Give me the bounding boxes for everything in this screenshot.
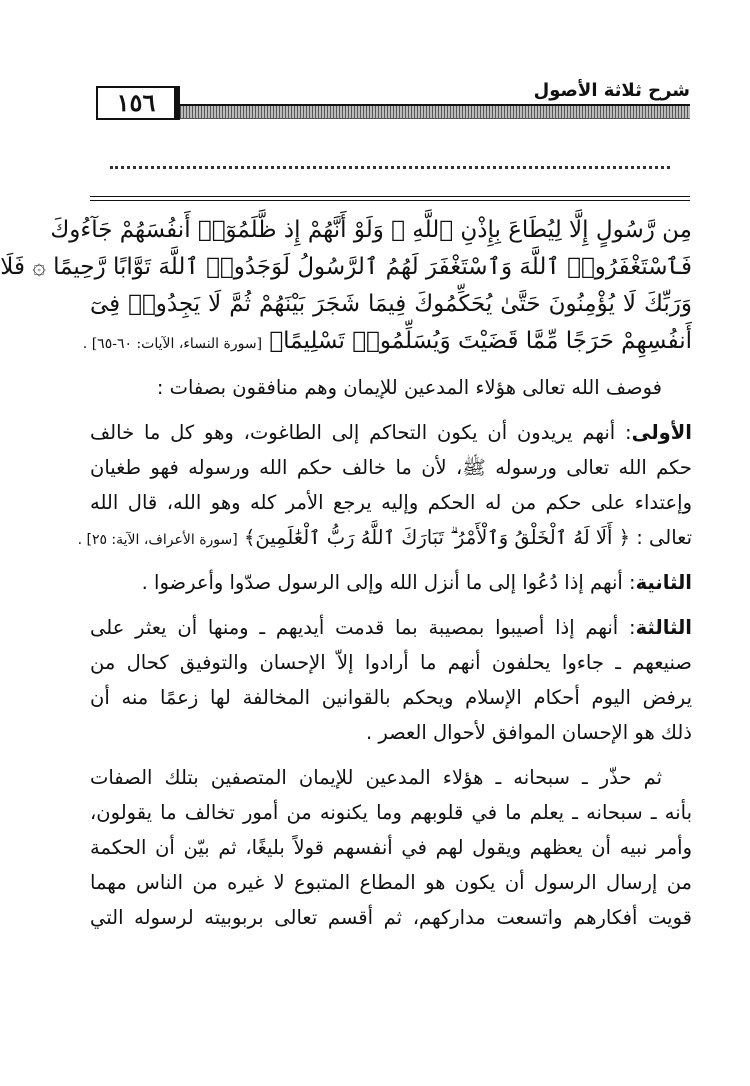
verse-line: فَٱسْتَغْفَرُوا۟ ٱللَّهَ وَٱسْتَغْفَرَ لَهُمُ ٱلرَّسُولُ لَوَجَدُوا۟ ٱللَّهَ تَوَّابًا رَّحِيمًا ۞ فَلَا xyxy=(0,254,692,280)
verse-line: وَرَبِّكَ لَا يُؤْمِنُونَ حَتَّىٰ يُحَكِّمُوكَ فِيمَا شَجَرَ بَيْنَهُمْ ثُمَّ لَا يَجِدُوا۟ فِىٓ xyxy=(90,291,692,317)
second-trait-label: الثانية xyxy=(635,571,692,594)
first-trait-line xyxy=(90,415,692,450)
third-trait-line xyxy=(90,610,692,645)
closing-line: وأمر نبيه أن يعظهم ويقول لهم في أنفسهم قولاً بليغًا، ثم بيّن أن الحكمة xyxy=(90,836,692,859)
first-trait-reference: [سورة الأعراف، الآية: ٢٥] . xyxy=(77,532,238,548)
closing-line: بأنه ـ سبحانه ـ يعلم ما في قلوبهم وما يكنونه من أمور تخالف ما يقولون، xyxy=(90,801,692,824)
dotted-separator xyxy=(110,166,670,169)
first-trait-text: : أنهم يريدون أن يكون التحاكم إلى الطاغوت، وهو كل ما خالف xyxy=(90,421,632,444)
book-title: شرح ثلاثة الأصول xyxy=(526,80,690,104)
intro-paragraph: فوصف الله تعالى هؤلاء المدعين للإيمان وهم منافقون بصفات : xyxy=(156,376,662,399)
header-rule xyxy=(180,104,690,119)
third-trait-line-last: ذلك هو الإحسان الموافق لأحوال العصر . xyxy=(365,721,692,744)
first-trait-line: حكم الله تعالى ورسوله ﷺ، لأن ما خالف حكم الله ورسوله فهو طغيان xyxy=(90,456,692,479)
verse-reference: [سورة النساء، الآيات: ٦٠-٦٥] . xyxy=(82,336,263,352)
first-trait-verse: تعالى : ﴿ أَلَا لَهُ ٱلْخَلْقُ وَٱلْأَمْرُ ۗ تَبَارَكَ ٱللَّهُ رَبُّ ٱلْعَٰلَمِينَ﴾ xyxy=(243,526,692,549)
verse-text: أَنفُسِهِمْ حَرَجًا مِّمَّا قَضَيْتَ وَيُسَلِّمُوا۟ تَسْلِيمًا﴾ xyxy=(269,328,692,354)
closing-line: من إرسال الرسول أن يكون هو المطاع المتبوع لا غيره من الناس مهما xyxy=(90,871,692,894)
double-rule xyxy=(90,196,690,201)
verse-line: مِن رَّسُولٍ إِلَّا لِيُطَاعَ بِإِذْنِ ٱللَّهِ ۚ وَلَوْ أَنَّهُمْ إِذ ظَّلَمُوٓا۟ أَنفُسَهُمْ جَآءُوكَ xyxy=(50,217,692,243)
third-trait-line: يرفض اليوم أحكام الإسلام ويحكم بالقوانين المخالفة لها زعمًا منه أن xyxy=(90,686,692,709)
second-trait-text: : أنهم إذا دُعُوا إلى ما أنزل الله وإلى الرسول صدّوا وأعرضوا . xyxy=(141,571,636,594)
third-trait-line: صنيعهم ـ جاءوا يحلفون أنهم ما أرادوا إلاّ الإحسان والتوفيق كحال من xyxy=(90,651,692,674)
page-number: ١٥٦ xyxy=(96,86,180,120)
page-body xyxy=(0,212,692,935)
third-trait-label: الثالثة xyxy=(635,616,692,639)
second-trait-line xyxy=(90,565,692,600)
verse-line-last xyxy=(82,323,692,360)
first-trait-label: الأولى xyxy=(631,421,692,444)
closing-line: قويت أفكارهم واتسعت مداركهم، ثم أقسم تعالى بربوبيته لرسوله التي xyxy=(90,906,692,929)
third-trait-text: : أنهم إذا أصيبوا بمصيبة بما قدمت أيديهم ـ ومنها أن يعثر على xyxy=(90,616,636,639)
page-header xyxy=(60,80,690,126)
quran-verse-block xyxy=(0,212,692,360)
commentary xyxy=(77,360,692,935)
first-trait-line-last xyxy=(77,520,692,555)
first-trait-line: وإعتداء على حكم من له الحكم وإليه يرجع الأمر كله وهو الله، قال الله xyxy=(90,491,692,514)
closing-line: ثم حذّر ـ سبحانه ـ هؤلاء المدعين للإيمان المتصفين بتلك الصفات xyxy=(90,766,662,789)
